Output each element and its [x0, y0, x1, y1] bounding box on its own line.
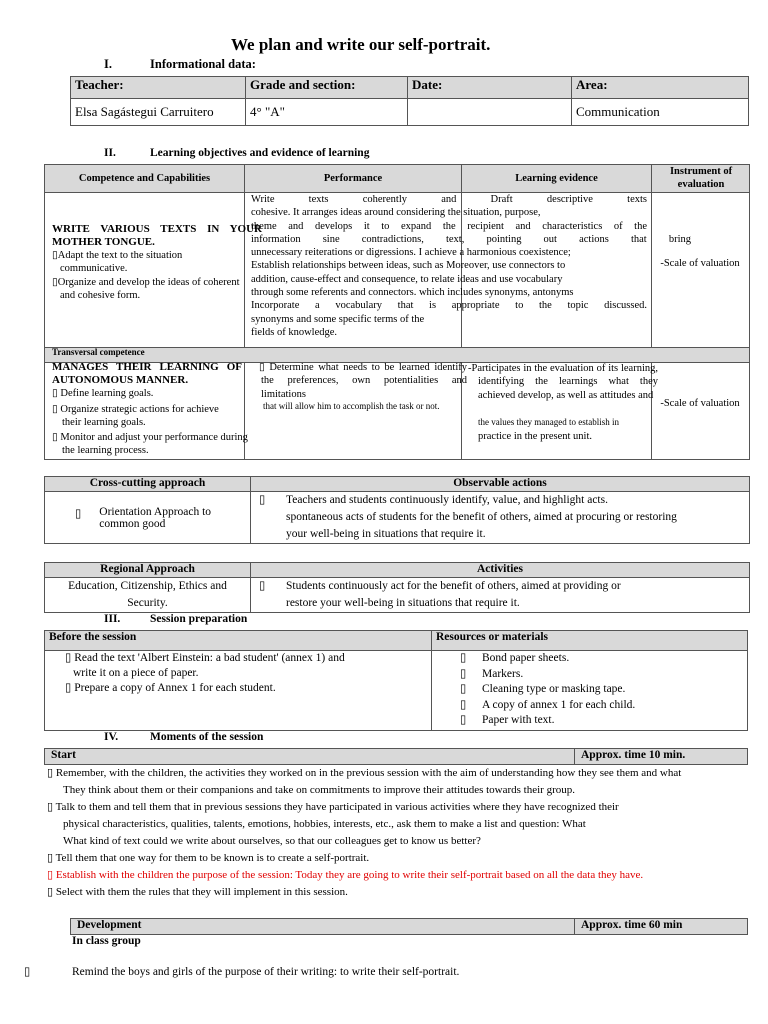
competence-title: WRITE VARIOUS TEXTS IN YOUR MOTHER TONGUE.	[52, 223, 262, 249]
start-item: ▯ Talk to them and tell them that in previous sessions they have participated in various activities where they have recognized their physical characteristics, qualities, talents, emotions, hobbies, interests, etc., ask them to make a list and question: What What kind of text could we write about ourselves, so that our colleagues get to know us better?	[47, 801, 619, 847]
start-items	[47, 765, 765, 901]
crosscutting-approach: ▯ Orientation Approach to common good	[45, 492, 251, 544]
performance-text: Write texts coherently and Draft descriptive texts cohesive. It arranges ideas around considering the situation, purpose, theme and develops it to expand the recipient and characteristics of the information sine contradictions, text, pointing out actions that bring unnecessary reiterations or digressions. I achieve a harmonious coexistence; Establish relationships between ideas, such as Moreover, use connectors to addition, cause-effect and consequence, to relate ideas and use vocabulary through some referents and connectors. which includes synonyms, antonyms Incorporate a vocabulary that is appropriate to the topic discussed. synonyms and some specific terms of the fields of knowledge.	[251, 194, 691, 338]
bullet-icon: ▯	[47, 886, 56, 898]
instrument-header: Instrument of evaluation	[669, 166, 733, 190]
section-3-title: Session preparation	[150, 613, 248, 625]
bullet-icon: ▯	[24, 966, 31, 978]
bullet-icon: ▯	[47, 767, 56, 779]
bullet-icon: ▯	[65, 682, 75, 694]
section-1-title: Informational data:	[150, 57, 256, 71]
development-group: In class group	[72, 935, 141, 947]
bullet-icon: ▯	[47, 852, 56, 864]
regional-activities: ▯ Students continuously act for the benefit of others, aimed at providing or restore your well-being in situations that require it.	[251, 578, 750, 613]
development-header-bar	[70, 918, 748, 935]
evidence-header: Learning evidence	[515, 173, 598, 184]
bullet-icon: ▯	[259, 494, 266, 506]
area-header: Area:	[572, 77, 749, 99]
bullet-icon: ▯	[52, 404, 61, 415]
transversal-evidence: -Participates in the evaluation of its learning, identifying the learnings what they achieved develop, as well as attitudes and	[468, 363, 658, 401]
section-2-title: Learning objectives and evidence of learning	[150, 147, 370, 159]
bullet-icon: ▯	[259, 362, 270, 373]
transversal-cap-1: ▯ Define learning goals.	[52, 388, 154, 399]
bullet-icon: ▯	[52, 432, 61, 443]
crosscutting-header: Cross-cutting approach	[45, 477, 251, 492]
instrument-2: -Scale of valuation	[660, 398, 740, 409]
bullet-icon: ▯	[52, 277, 58, 288]
crosscutting-actions: ▯ Teachers and students continuously identify, value, and highlight acts. spontaneous acts of students for the benefit of others, aimed at procuring or restoring your well-being in situations that require it.	[251, 492, 750, 544]
capability-2: ▯Organize and develop the ideas of coherent and cohesive form.	[52, 277, 240, 302]
bullet-icon: ▯	[460, 683, 467, 695]
regional-table	[44, 562, 750, 613]
transversal-cap-2: ▯ Organize strategic actions for achieve their learning goals.	[52, 404, 219, 429]
development-time: Approx. time 60 min	[575, 919, 748, 935]
date-header: Date:	[408, 77, 572, 99]
start-label: Start	[45, 749, 575, 765]
grade-value: 4° "A"	[246, 99, 408, 126]
section-4-title: Moments of the session	[150, 731, 264, 743]
section-1-number: I.	[104, 57, 112, 71]
development-item: ▯ Remind the boys and girls of the purpose of their writing: to write their self-portrait.	[24, 966, 460, 978]
bullet-icon: ▯	[460, 652, 467, 664]
transversal-performance: ▯ Determine what needs to be learned identify the preferences, own potentialities and limitations	[259, 362, 467, 400]
competence-header: Competence and Capabilities	[78, 173, 211, 184]
instrument-1: -Scale of valuation	[660, 258, 740, 269]
start-item: ▯ Remember, with the children, the activities they worked on in the previous session with the aim of understanding how they see them and what They think about them or their companions and take on commitments to improve their attitudes towards their group.	[47, 767, 682, 796]
teacher-header: Teacher:	[71, 77, 246, 99]
bullet-icon: ▯	[47, 869, 56, 881]
transversal-performance-small: that will allow him to accomplish the task or not.	[263, 401, 440, 411]
area-value: Communication	[572, 99, 749, 126]
start-item-purpose: ▯ Establish with the children the purpose of the session: Today they are going to write their self-portrait based on all the data they have.	[47, 869, 644, 881]
bullet-icon: ▯	[460, 667, 467, 680]
regional-approach: Education, Citizenship, Ethics and Security.	[45, 578, 251, 613]
bullet-icon: ▯	[460, 714, 467, 726]
grade-header: Grade and section:	[246, 77, 408, 99]
bullet-icon: ▯	[65, 652, 75, 664]
teacher-value: Elsa Sagástegui Carruitero	[71, 99, 246, 126]
section-3-number: III.	[104, 613, 121, 625]
transversal-title: MANAGES THEIR LEARNING OF AUTONOMOUS MANNER.	[52, 361, 242, 387]
bullet-icon: ▯	[259, 580, 266, 592]
transversal-cap-3: ▯ Monitor and adjust your performance during the learning process.	[52, 432, 248, 457]
resources-content: ▯ Bond paper sheets. ▯ Markers. ▯ Cleaning type or masking tape. ▯ A copy of annex 1 for each child. ▯ Paper with text.	[432, 651, 748, 731]
start-time: Approx. time 10 min.	[575, 749, 748, 765]
bullet-icon: ▯	[460, 698, 467, 711]
activities-header: Activities	[251, 563, 750, 578]
before-session-header: Before the session	[45, 631, 432, 651]
informational-data-table	[70, 76, 749, 126]
bullet-icon: ▯	[47, 801, 56, 813]
page-title: We plan and write our self-portrait.	[231, 35, 491, 54]
start-item: ▯ Select with them the rules that they will implement in this session.	[47, 886, 348, 898]
objectives-table	[44, 164, 750, 460]
bullet-icon: ▯	[52, 250, 58, 261]
before-session-content: ▯ Read the text 'Albert Einstein: a bad student' (annex 1) and write it on a piece of paper. ▯ Prepare a copy of Annex 1 for each student.	[45, 651, 432, 731]
observable-actions-header: Observable actions	[251, 477, 750, 492]
start-item: ▯ Tell them that one way for them to be known is to create a self-portrait.	[47, 852, 370, 864]
resources-header: Resources or materials	[432, 631, 748, 651]
transversal-evidence-small: the values they managed to establish in	[478, 417, 619, 427]
transversal-label: Transversal competence	[52, 347, 145, 357]
crosscutting-table	[44, 476, 750, 544]
preparation-table	[44, 630, 748, 731]
regional-header: Regional Approach	[45, 563, 251, 578]
section-2-number: II.	[104, 147, 116, 159]
capability-1: ▯Adapt the text to the situation communicative.	[52, 250, 183, 275]
bullet-icon: ▯	[52, 388, 61, 399]
transversal-evidence-end: practice in the present unit.	[478, 431, 592, 442]
section-4-number: IV.	[104, 731, 119, 743]
date-value	[408, 99, 572, 126]
development-label: Development	[71, 919, 575, 935]
performance-header: Performance	[323, 173, 383, 184]
bullet-icon: ▯	[75, 507, 82, 520]
start-header-bar	[44, 748, 748, 765]
